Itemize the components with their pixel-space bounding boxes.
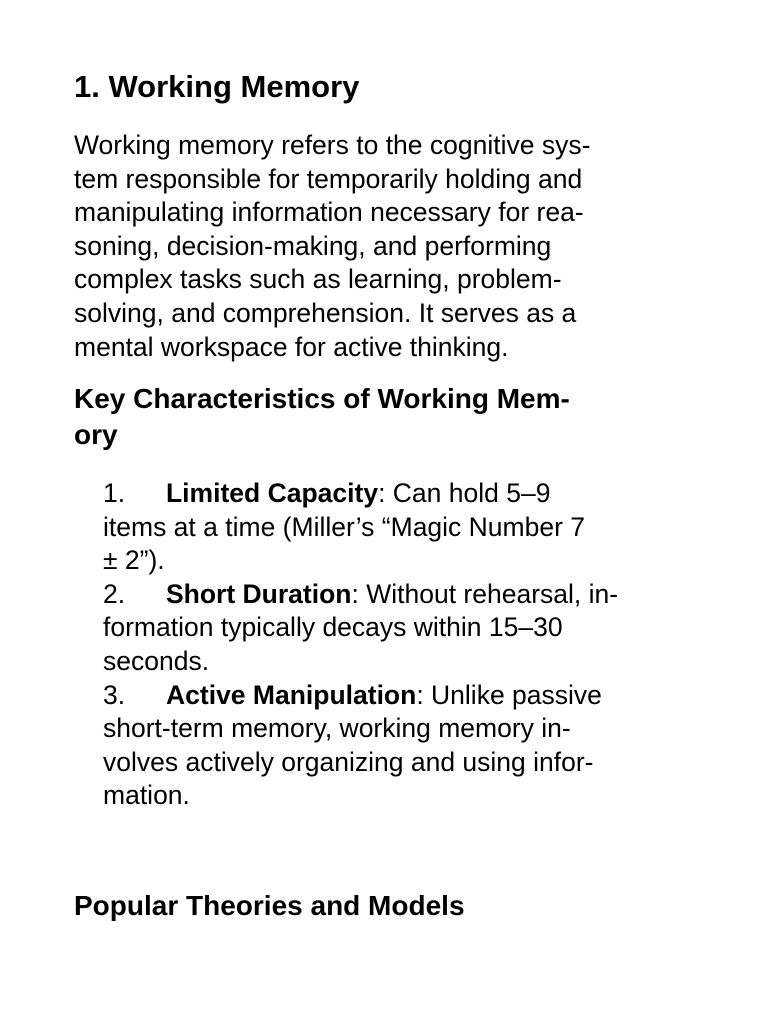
theories-heading: Popular Theories and Models [74,890,465,921]
list-text: : Without rehearsal, in- [351,578,619,609]
list-text-line: items at a time (Miller’s “Magic Number 7 [103,511,586,542]
intro-line: tem responsible for temporarily holding and [74,163,583,194]
section-heading: 1. Working Memory [74,69,360,104]
key-characteristics-heading-cont: ory [74,419,118,450]
list-term: Short Duration [166,578,352,609]
list-text-line: volves actively organizing and using infor- [103,746,594,777]
list-number: 1. [103,478,126,508]
characteristics-list [103,477,703,813]
intro-line: Working memory refers to the cognitive sys- [74,130,591,160]
list-number: 3. [103,679,126,710]
intro-line: soning, decision-making, and performing [74,230,552,261]
list-text-line: mation. [103,780,190,811]
intro-line: manipulating information necessary for rea- [74,197,584,228]
list-text: : Unlike passive [416,679,602,710]
list-item [103,477,703,511]
list-text: : Can hold 5–9 [378,478,551,508]
intro-line: complex tasks such as learning, problem- [74,264,562,295]
list-text-line: seconds. [103,645,210,676]
intro-paragraph [74,129,694,364]
list-term: Limited Capacity [166,478,379,508]
intro-line: mental workspace for active thinking. [74,331,509,362]
intro-line: solving, and comprehension. It serves as a [74,297,577,328]
list-text-line: ± 2”). [103,545,165,576]
list-term: Active Manipulation [166,679,417,710]
list-item [103,679,703,713]
list-number: 2. [103,578,126,609]
list-text-line: short-term memory, working memory in- [103,713,571,744]
key-characteristics-heading: Key Characteristics of Working Mem- [74,383,570,414]
list-item [103,578,703,612]
list-text-line: formation typically decays within 15–30 [103,612,563,643]
